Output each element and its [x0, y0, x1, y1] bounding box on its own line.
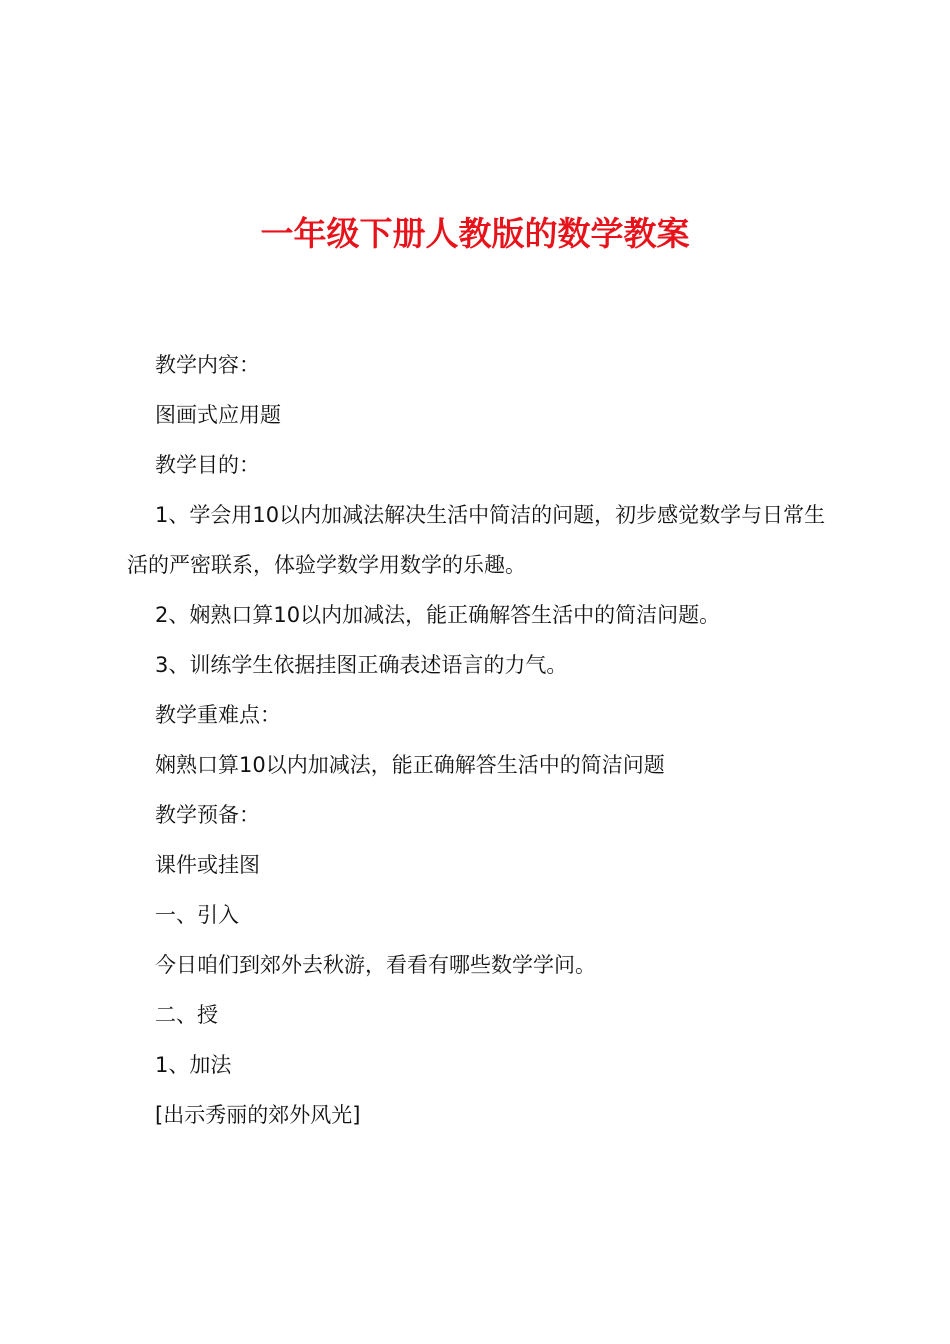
paragraph-preparation: 课件或挂图: [155, 853, 260, 877]
paragraph-goal-3: 3、训练学生依据挂图正确表述语言的力气。: [155, 653, 568, 677]
paragraph-show-scenery: [出示秀丽的郊外风光]: [155, 1103, 361, 1127]
paragraph-teaching-content-heading: 教学内容：: [155, 353, 260, 377]
paragraph-topic: 图画式应用题: [155, 403, 281, 427]
paragraph-goal-1: 1、学会用10以内加减法解决生活中简洁的问题，初步感觉数学与日常生活的严密联系，体验学数学用数学的乐趣。: [127, 503, 826, 577]
document-title: 一年级下册人教版的数学教案: [260, 214, 690, 253]
paragraph-key-points-heading: 教学重难点：: [155, 703, 281, 727]
paragraph-goal-2: 2、娴熟口算10以内加减法，能正确解答生活中的简洁问题。: [155, 603, 721, 627]
paragraph-addition-heading: 1、加法: [155, 1053, 232, 1077]
document-body: [127, 340, 837, 1140]
paragraph-section-1-heading: 一、引入: [155, 903, 239, 927]
paragraph-teaching-goals-heading: 教学目的：: [155, 453, 260, 477]
paragraph-intro: 今日咱们到郊外去秋游，看看有哪些数学学问。: [155, 953, 596, 977]
paragraph-section-2-heading: 二、授: [155, 1003, 218, 1027]
paragraph-preparation-heading: 教学预备：: [155, 803, 260, 827]
paragraph-key-points: 娴熟口算10以内加减法，能正确解答生活中的简洁问题: [155, 753, 665, 777]
